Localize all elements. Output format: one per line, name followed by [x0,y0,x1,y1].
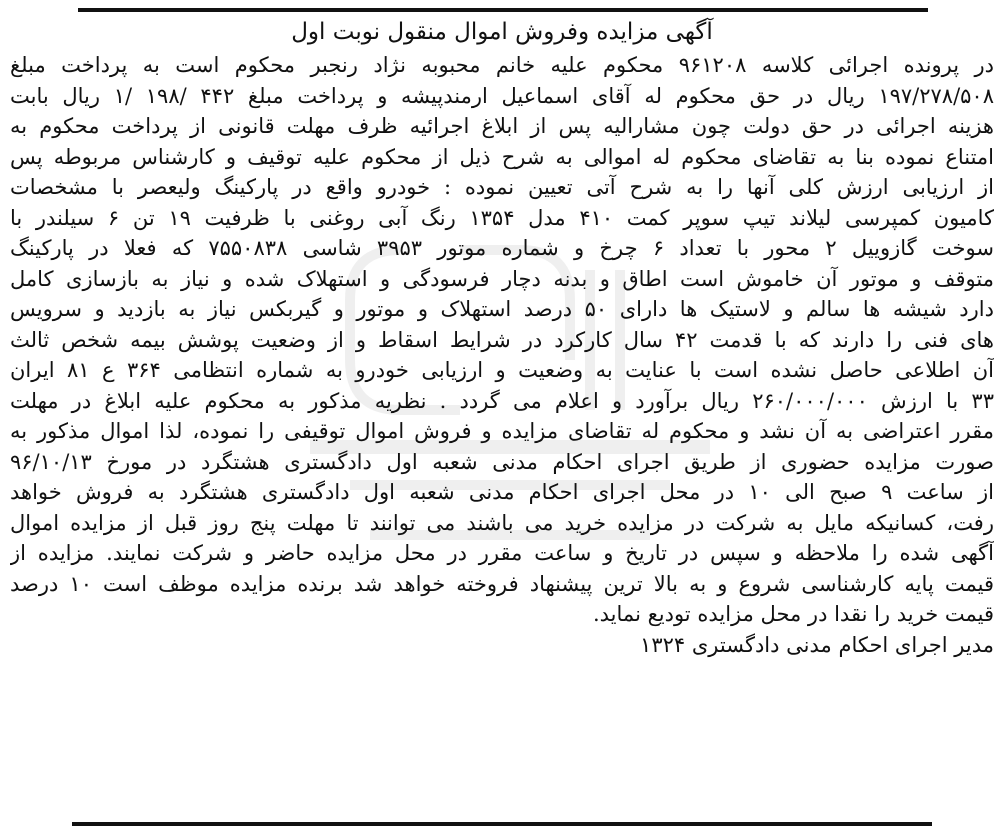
notice-line-11: آن اطلاعی حاصل نشده است با عنایت به وضعیت و ارزیابی خودرو به شماره انتظامی ۳۶۴ ع ۸۱ ایران [10,358,994,382]
notice-line-3: هزینه اجرائی در حق دولت چون مشارالیه پس از ابلاغ اجرائیه ظرف مهلت قانونی از پرداخت محکوم به [10,114,994,138]
notice-line-10: های فنی را دارند که با قدمت ۴۲ سال کارکرد در شرایط اسقاط و از وضعیت پوشش بیمه شخص ثالث [10,327,994,352]
notice-line-4: امتناع نموده بنا به تقاضای محکوم له اموالی به شرح ذیل از محکوم علیه توقیف و کارشناس مربوطه پس [10,144,994,169]
notice-line-15: از ساعت ۹ صبح الی ۱۰ در محل اجرای احکام مدنی شعبه اول دادگستری هشتگرد به فروش خواهد [10,480,994,504]
notice-title: آگهی مزایده وفروش اموال منقول نوبت اول [291,19,713,45]
notice-line-18: قیمت پایه کارشناسی شروع و به بالا ترین پیشنهاد فروخته خواهد شد برنده مزایده موظف است ۱۰ درصد [10,571,994,596]
notice-line-6: کامیون کمپرسی لیلاند تیپ سوپر کمت ۴۱۰ مدل ۱۳۵۴ رنگ آبی روغنی با ظرفیت ۱۹ تن ۶ سیلندر با [10,205,994,230]
notice-line-8: متوقف و موتور آن خاموش است اطاق و بدنه دچار فرسودگی و استهلاک شده و نیاز به بازسازی کامل [10,266,994,291]
notice-line-5: از ارزیابی ارزش کلی آنها را به شرح آتی تعیین نموده : خودرو واقع در پارکینگ ولیعصر با مشخصات [10,175,994,199]
top-rule [78,8,928,12]
notice-line-12: ۳۳ با ارزش ۲۶۰/۰۰۰/۰۰۰ ریال برآورد و اعلام می گردد . نظریه مذکور به محکوم علیه ابلاغ در مهلت [10,388,994,413]
notice-line-13: مقرر اعتراضی به آن نشد و محکوم له تقاضای مزایده و فروش اموال توقیفی را نموده، لذا اموال مذکور به [10,419,994,443]
notice-line-2: ۱۹۷/۲۷۸/۵۰۸ ریال در حق محکوم له آقای اسماعیل ارمندپیشه و پرداخت مبلغ ۴۴۲ /۱۹۸ /۱ ریال بابت [10,83,994,108]
notice-line-16: رفت، کسانیکه مایل به شرکت در مزایده خرید می باشند می توانند تا مهلت پنج روز قبل از مزایده اموال [10,510,994,535]
notice-line-9: دارد شیشه ها سالم و لاستیک ها دارای ۵۰ درصد استهلاک و موتور و گیربکس نیاز به بازدید و سرویس [10,297,994,321]
notice-line-7: سوخت گازوییل ۲ محور با تعداد ۶ چرخ و شماره موتور ۳۹۵۳ شاسی ۷۵۵۰۸۳۸ که فعلا در پارکینگ [10,236,994,260]
auction-notice [10,16,994,660]
notice-line-17: آگهی شده را ملاحظه و سپس در تاریخ و ساعت مقرر در محل مزایده حاضر و شرکت نمایند. مزایده از [10,541,994,565]
signature: مدیر اجرای احکام مدنی دادگستری ۱۳۲۴ [640,632,994,657]
notice-line-19: قیمت خرید را نقدا در محل مزایده تودیع نماید. [592,602,994,626]
notice-line-1: در پرونده اجرائی کلاسه ۹۶۱۲۰۸ محکوم علیه خانم محبوبه نژاد رنجبر محکوم است به پرداخت مبلغ [10,53,994,77]
notice-line-14: صورت مزایده حضوری از طریق اجرای احکام مدنی شعبه اول دادگستری هشتگرد در مورخ ۹۶/۱۰/۱۳ [10,449,994,474]
bottom-rule [72,822,932,826]
